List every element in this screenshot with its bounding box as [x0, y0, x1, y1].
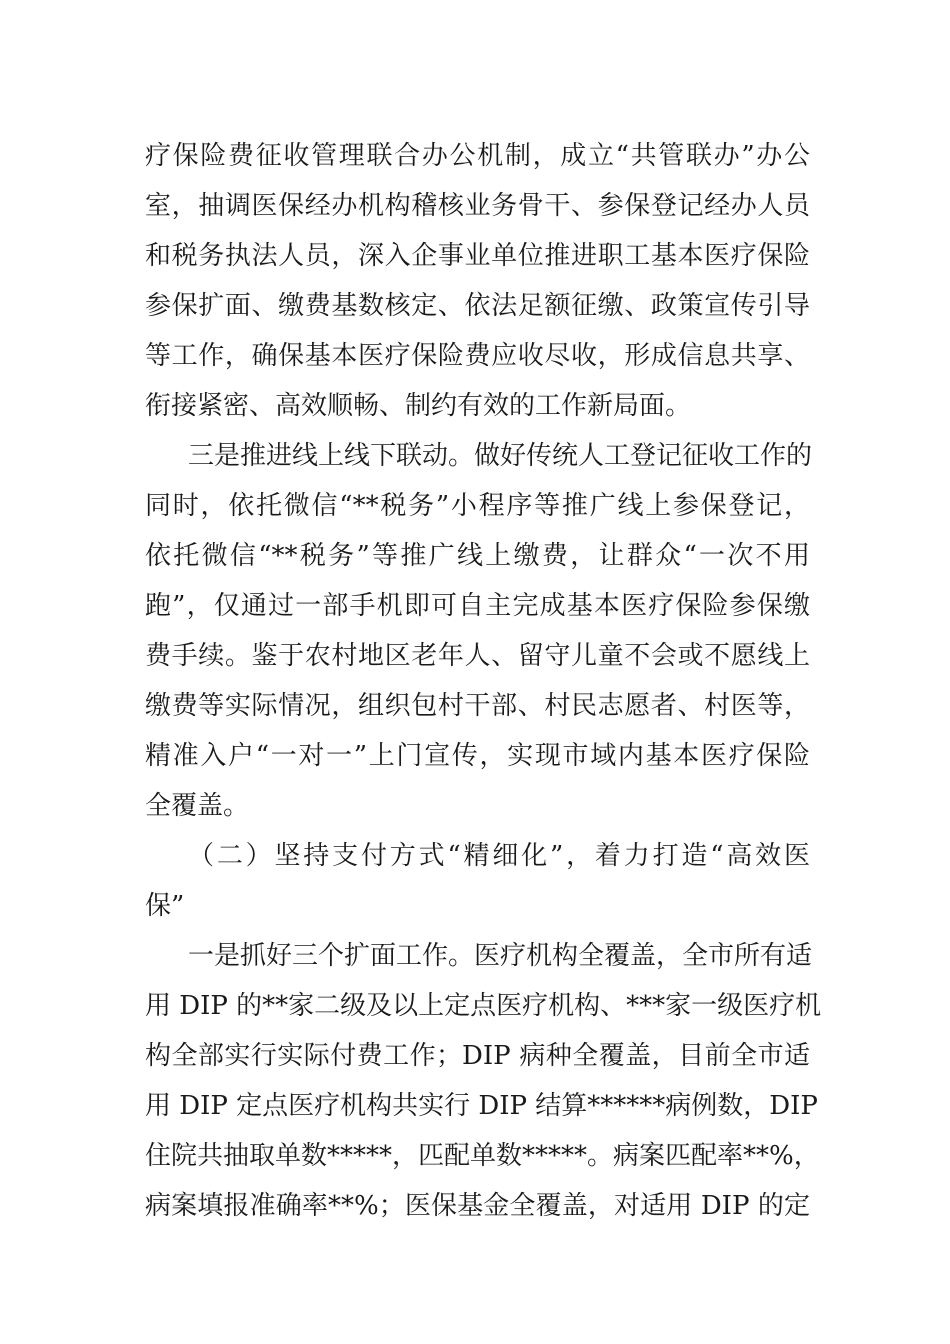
text-line: 室，抽调医保经办机构稽核业务骨干、参保登记经办人员 — [145, 191, 810, 221]
text-line: 费手续。鉴于农村地区老年人、留守儿童不会或不愿线上 — [145, 641, 810, 671]
text-line: 住院共抽取单数*****，匹配单数*****。病案匹配率**%， — [145, 1141, 820, 1171]
section-heading-continued: 保” — [145, 891, 185, 921]
text-line: 等工作，确保基本医疗保险费应收尽收，形成信息共享、 — [145, 341, 810, 371]
text-line: 精准入户“一对一”上门宣传，实现市域内基本医疗保险 — [145, 741, 810, 771]
text-line: 同时，依托微信“**税务”小程序等推广线上参保登记， — [145, 491, 810, 521]
section-heading: （二）坚持支付方式“精细化”，着力打造“高效医 — [188, 841, 810, 871]
text-line: 用 DIP 的**家二级及以上定点医疗机构、***家一级医疗机 — [145, 991, 822, 1021]
text-line: 疗保险费征收管理联合办公机制，成立“共管联办”办公 — [145, 141, 810, 171]
paragraph-first-line: 三是推进线上线下联动。做好传统人工登记征收工作的 — [188, 441, 813, 471]
text-line: 参保扩面、缴费基数核定、依法足额征缴、政策宣传引导 — [145, 291, 810, 321]
text-line: 病案填报准确率**%；医保基金全覆盖，对适用 DIP 的定 — [145, 1191, 810, 1221]
paragraph-first-line: 一是抓好三个扩面工作。医疗机构全覆盖，全市所有适 — [188, 941, 813, 971]
text-line: 和税务执法人员，深入企事业单位推进职工基本医疗保险 — [145, 241, 810, 271]
text-line: 全覆盖。 — [145, 791, 250, 821]
text-line: 缴费等实际情况，组织包村干部、村民志愿者、村医等， — [145, 691, 810, 721]
text-line: 跑”，仅通过一部手机即可自主完成基本医疗保险参保缴 — [145, 591, 810, 621]
text-line: 用 DIP 定点医疗机构共实行 DIP 结算******病例数，DIP — [145, 1091, 818, 1121]
text-line: 构全部实行实际付费工作；DIP 病种全覆盖，目前全市适 — [145, 1041, 810, 1071]
text-line: 衔接紧密、高效顺畅、制约有效的工作新局面。 — [145, 391, 692, 421]
text-line: 依托微信“**税务”等推广线上缴费，让群众“一次不用 — [145, 541, 810, 571]
